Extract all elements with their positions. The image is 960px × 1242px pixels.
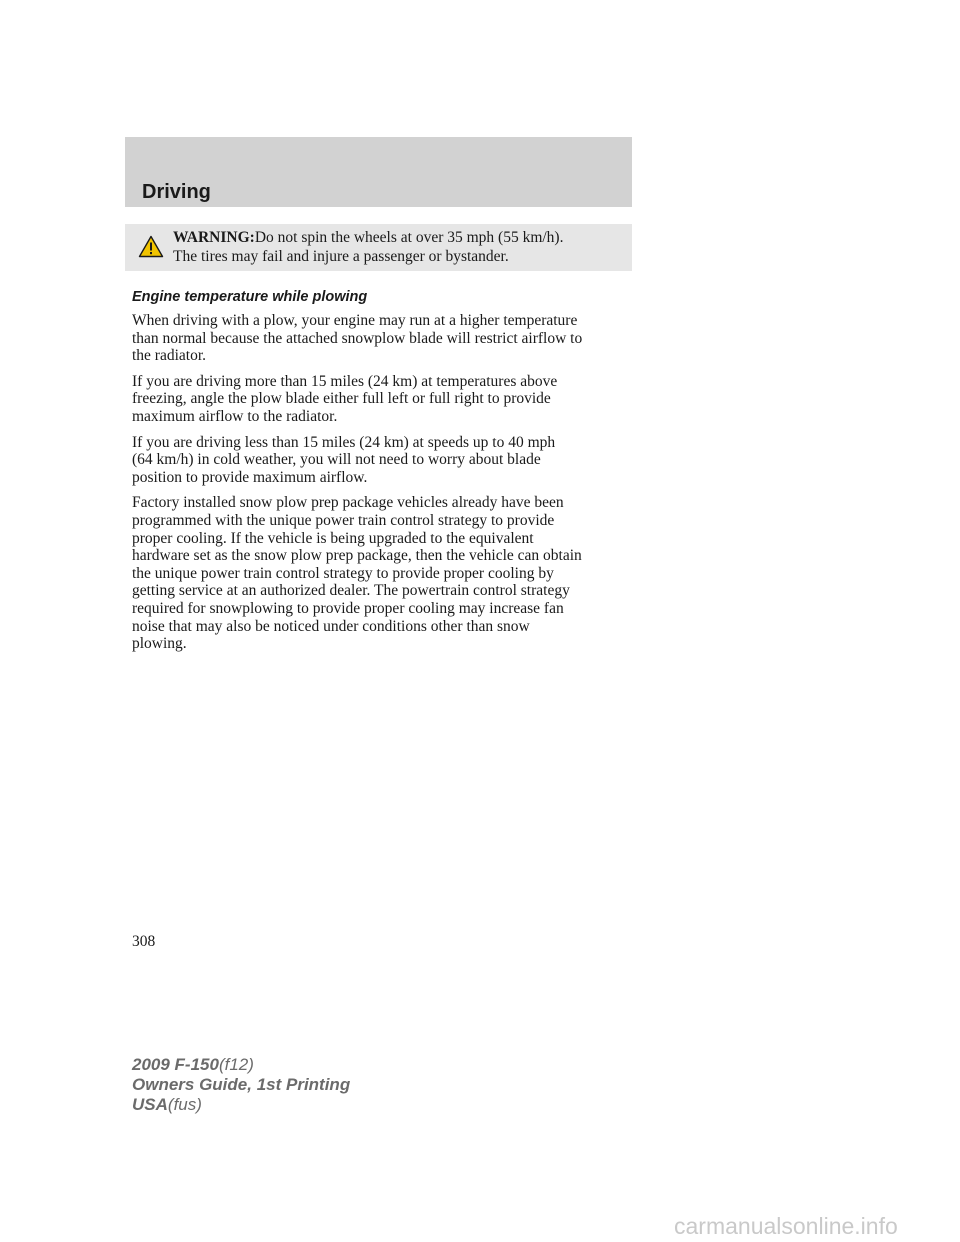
paragraph-line: getting service at an authorized dealer. The powertrain control strategy [132,582,570,600]
section-header-band [125,137,632,207]
section-title: Driving [142,181,211,203]
warning-box [125,224,632,271]
paragraph-less-than-15-miles [132,434,637,487]
paragraph-line: required for snowplowing to provide proper cooling may increase fan [132,599,564,617]
paragraph-line: When driving with a plow, your engine may run at a higher temperature [132,312,578,329]
document-footer [132,1055,350,1115]
paragraph-line: position to provide maximum airflow. [132,468,368,486]
paragraph-line: the radiator. [132,347,207,365]
footer-model-code: (f12) [218,1055,254,1074]
section-subheading: Engine temperature while plowing [132,289,368,305]
paragraph-line: programmed with the unique power train control strategy to provide [132,511,555,529]
footer-guide: Owners Guide, 1st Printing [132,1075,351,1094]
warning-line-1: Do not spin the wheels at over 35 mph (55 km/h). [254,229,564,246]
section-content [132,288,637,661]
warning-text [173,228,623,266]
warning-triangle-icon [138,235,164,258]
paragraph-line: (64 km/h) in cold weather, you will not need to worry about blade [132,451,541,469]
paragraph-more-than-15-miles [132,373,637,426]
footer-model: 2009 F-150 [132,1055,219,1074]
paragraph-plow-temperature [132,312,637,365]
paragraph-line: Factory installed snow plow prep package vehicles already have been [132,494,564,512]
page-number: 308 [132,933,156,950]
footer-region-code: (fus) [167,1095,202,1114]
paragraph-line: hardware set as the snow plow prep package, then the vehicle can obtain [132,547,582,565]
paragraph-line: freezing, angle the plow blade either full left or full right to provide [132,390,551,408]
paragraph-line: proper cooling. If the vehicle is being upgraded to the equivalent [132,529,534,547]
paragraph-line: If you are driving less than 15 miles (24 km) at speeds up to 40 mph [132,433,556,451]
paragraph-line: than normal because the attached snowplow blade will restrict airflow to [132,329,583,347]
paragraph-line: plowing. [132,635,187,653]
footer-region: USA [132,1095,168,1114]
warning-label: WARNING: [173,229,255,246]
paragraph-line: noise that may also be noticed under conditions other than snow [132,617,530,635]
paragraph-line: the unique power train control strategy to provide proper cooling by [132,564,554,582]
paragraph-line: maximum airflow to the radiator. [132,407,338,425]
paragraph-factory-installed [132,494,637,652]
paragraph-line: If you are driving more than 15 miles (24 km) at temperatures above [132,372,558,390]
site-watermark: carmanualsonline.info [674,1213,898,1239]
warning-line-2: The tires may fail and injure a passenger or bystander. [173,248,509,265]
